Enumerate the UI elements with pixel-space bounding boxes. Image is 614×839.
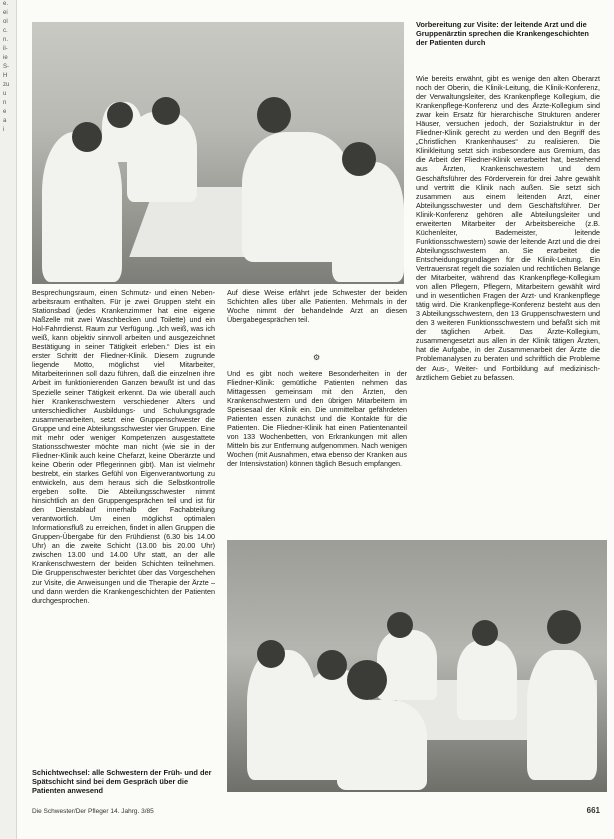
text-column-middle: Auf diese Weise erfährt jede Schwester der beiden Schichten alles über alle Patienten. Mehrmals in der Woche nimmt der behandelnde Arzt an diesen Übergabegesprächen teil. <box>227 288 407 325</box>
text-column-right: Wie bereits erwähnt, gibt es wenige den alten Oberarzt noch der Oberin, die Klinik-Leitung, die Klinik-Konferenz, der Verwaltungsleiter, des Krankenpflege Kollegium, die Krankenpflege-Konferenz und des Ärzte-Kollegium sind zwar kein Ersatz für hierarchische Strukturen anderer Häuser, versuchen jedoch, der Sozialstruktur in der Fliedner-Klinik gerecht zu werden und den Begriff des „Christlichen Krankenhauses“ zu realisieren. Die Klinikleitung setzt sich insbesondere aus Gremium, das die Arbeit der Fliedner-Klinik verarbeitet hat, bestehend aus Ärzten, Krankenschwestern und dem Geschäftsführer des Förderverein für drei Jahre gewählt und vertritt die Klinik nach außen. Sie setzt sich zusammen aus einem leitenden Arzt, einer Abteilungsschwester und dem Geschäftsführer. Der Klinik-Konferenz gehören alle Abteilungsleiter und erweiterten Mitarbeiter der Arbeitsbereiche (z.B. Küchenleiter, Bademeister, leitende Funktionsschwestern) sowie der leitende Arzt und die drei Abteilungsschwestern an. Sie erarbeitet die Entscheidungsgrundlagen für die Klinik-Leitung. Ein Vertrauensrat regelt die sozialen und rechtlichen Belange der Mitarbeiter, während das Krankenpflege-Kollegium von allen Pflegern, Pflegern, Mitarbeitern gewählt wird und in wesentlichen Fragen der Arzt- und Krankenpflege tätig wird. Die Krankenpflege-Konferenz besteht aus den 3 Abteilungsschwestern, den 13 Gruppenschwestern und den 3 weiteren Funktionsschwestern und befaßt sich mit der täglichen Arbeit. Das Ärzte-Kollegium, zusammengesetzt aus allen in der Klinik tätigen Ärzten, hat die Aufgabe, in der Zusammenarbeit der Ärzte die Problemanalysen zu beraten und schriftlich die Probleme der Aus-, Weiter- und Fortbildung auf medizinisch-ärztlichem Gebiet zu befassen. <box>416 74 600 382</box>
section-separator: ⚙ <box>313 353 321 362</box>
page-number: 661 <box>586 806 600 815</box>
caption-bottom-photo: Schichtwechsel: alle Schwestern der Früh- und der Spätschicht sind bei dem Gespräch über die Patienten anwesend <box>32 768 212 795</box>
adjacent-page-edge: e. ei ol c. n. il- ie S- H zu u n e a i <box>0 0 17 839</box>
caption-top-photo: Vorbereitung zur Visite: der leitende Arzt und die Gruppenärztin sprechen die Krankengeschichten der Patienten durch <box>416 20 589 47</box>
photo-shift-handover <box>227 540 607 792</box>
text-column-left: Besprechungsraum, einen Schmutz- und einen Neben-arbeitsraum enthalten. Für je zwei Gruppen steht ein Stationsbad (jedes Krankenzimmer hat eine eigene Naßzelle mit zwei Waschbecken und Toilette) und ein Hol-Fahrrdienst. Raum zur Verfügung. „Ich weiß, was ich weiß, kann objektiv sinnvoll arbeiten und ausgezeichnet Bestätigung in seiner Tätigkeit erleben.“ Dies ist ein erster Schritt der Fliedner-Klinik. Diesem zugrunde liegende Motto, möglichst viel Mitarbeiter, Mitarbeiterinnen soll dazu führen, daß die einzelnen ihre Arbeit im funktionierenden Ganzen bewußt ist und das Spezielle seiner Tätigkeit erkennt. Da wie überall auch hier Krankenschwestern verschiedener Alters und unterschiedlicher Ausbildungs- und Schulungsgrade zusammenarbeiten, setzt eine Gruppenschwester die Gruppe und eine Abteilungsschwester vier Gruppen. Eine mit mehr oder weniger Kompetenzen ausgestattete Stationsschwester möchte man nicht (wie sie in der Fliedner-Klinik auch keine Chefarzt, keine Oberärzte und keine Oberin oder Pflegerinnen gibt). Man ist vielmehr bestrebt, ein starkes Gefühl von Eigenverantwortung zu entwickeln, aus dem heraus sich die Selbstkontrolle ergeben sollte. Die Abteilungsschwester nimmt hinsichtlich an den Gruppengesprächen teil und ist für den Dienstablauf innerhalb der Fachabteilung verantwortlich. Um einen möglichst optimalen Informationsfluß zu erreichen, findet in allen Gruppen die Gruppen-Übergabe für den Frühdienst (6.30 bis 14.00 Uhr) an die zweite Schicht (13.00 bis 20.00 Uhr) zwischen 13.00 und 14.00 Uhr statt, an der alle Krankenschwestern der beiden Schichten teilnehmen. Die Gruppenschwester berichtet über das Vorgeschehen zur Visite, die Anweisungen und die Therapie der Ärzte – und dann werden die Krankengeschichten der Patienten durchgesprochen. <box>32 288 215 605</box>
journal-reference: Die Schwester/Der Pfleger 14. Jahrg. 3/85 <box>32 808 154 815</box>
photo-doctors-meeting <box>32 22 404 284</box>
text-column-middle-continued: Und es gibt noch weitere Besonderheiten in der Fliedner-Klinik: gemütliche Patienten nehmen das Mittagessen gemeinsam mit den Ärzten, den Krankenschwestern und den übrigen Mitarbeitern im Speisesaal der Klinik ein. Die unmittelbar gefährdeten Patienten essen zunächst und die Kontakte für die Patienten. Die Fliedner-Klinik hat einen Patientenanteil von 133 Wochenbetten, von Erkrankungen mit allen Mitteln bis zur Entfernung aufgenommen. Nach wenigen Wochen (mit Ausnahmen, etwa ebenso der Kranken aus der Intensivstation) können täglich Besuch empfangen. <box>227 369 407 469</box>
